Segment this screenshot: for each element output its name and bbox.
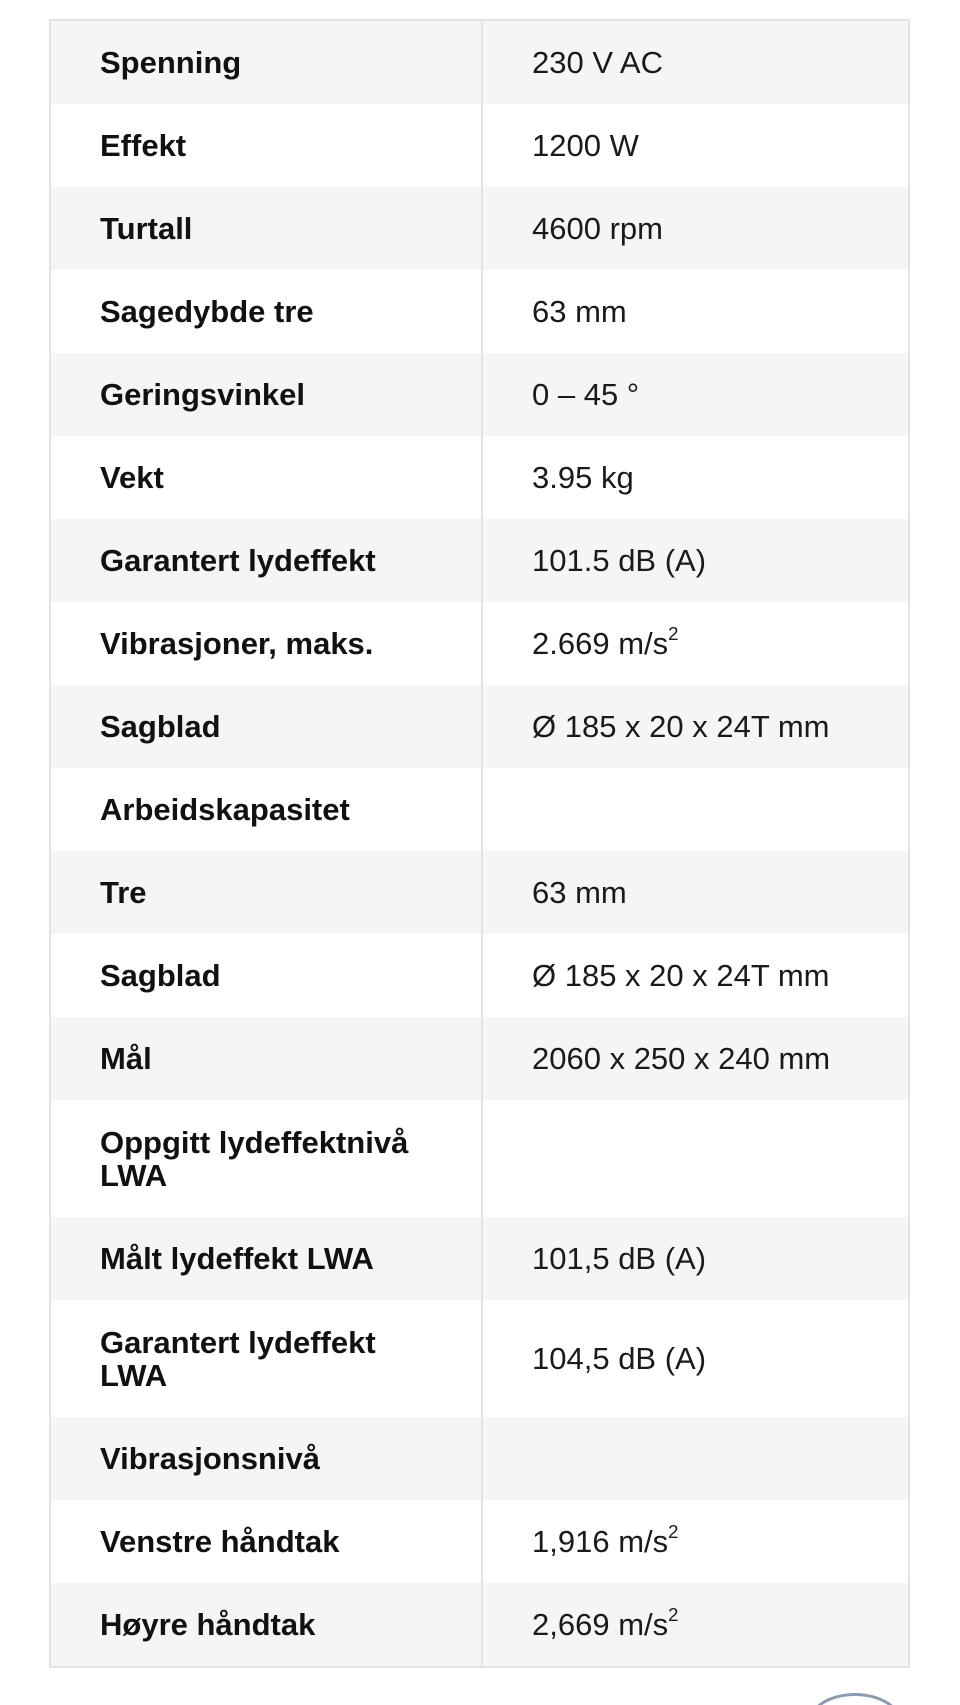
spec-label [51, 1500, 483, 1583]
spec-label [51, 519, 483, 602]
table-row [51, 1417, 908, 1500]
spec-value [483, 378, 908, 411]
spec-label [51, 104, 483, 187]
table-row [51, 934, 908, 1017]
spec-value [483, 1603, 908, 1642]
floating-action-button[interactable] [808, 1693, 902, 1705]
spec-value-text: 63 mm [532, 294, 627, 329]
spec-value [483, 876, 908, 909]
spec-label-text: Mål [100, 1041, 152, 1076]
spec-value-text: Ø 185 x 20 x 24T mm [532, 709, 830, 744]
table-row [51, 187, 908, 270]
spec-value-text: Ø 185 x 20 x 24T mm [532, 958, 830, 993]
spec-label [51, 1300, 483, 1417]
spec-value-text: 2.669 m/s [532, 626, 669, 661]
spec-value [483, 46, 908, 79]
table-row [51, 1100, 908, 1217]
spec-label [51, 768, 483, 851]
spec-label-text: Vekt [100, 460, 164, 495]
spec-label-text: Oppgitt lydeffektnivå LWA [100, 1124, 409, 1193]
spec-label [51, 353, 483, 436]
spec-value-text: 0 – 45 ° [532, 377, 640, 412]
spec-label [51, 934, 483, 1017]
spec-value [483, 1042, 908, 1075]
spec-value-text: 2,669 m/s [532, 1607, 669, 1642]
spec-label [51, 436, 483, 519]
spec-label-text: Sagedybde tre [100, 294, 314, 329]
superscript-unit: 2 [668, 622, 679, 644]
table-row [51, 1300, 908, 1417]
spec-label [51, 1417, 483, 1500]
table-row [51, 602, 908, 685]
spec-label-text: Målt lydeffekt LWA [100, 1241, 374, 1276]
spec-label [51, 1217, 483, 1300]
spec-value-text: 101.5 dB (A) [532, 543, 707, 578]
spec-value [483, 1242, 908, 1275]
spec-value [483, 1520, 908, 1559]
table-row [51, 519, 908, 602]
spec-label-text: Garantert lydeffekt LWA [100, 1324, 376, 1393]
spec-label [51, 21, 483, 104]
table-row [51, 270, 908, 353]
spec-value [483, 1342, 908, 1375]
superscript-unit: 2 [668, 1603, 679, 1625]
spec-value-text: 3.95 kg [532, 460, 634, 495]
spec-label-text: Geringsvinkel [100, 377, 306, 412]
spec-label [51, 851, 483, 934]
spec-value [483, 212, 908, 245]
spec-label [51, 270, 483, 353]
spec-label [51, 187, 483, 270]
spec-label-text: Turtall [100, 211, 193, 246]
spec-label-text: Spenning [100, 45, 242, 80]
spec-label-text: Venstre håndtak [100, 1524, 340, 1559]
spec-value [483, 129, 908, 162]
spec-label-text: Garantert lydeffekt [100, 543, 376, 578]
specification-table [49, 19, 910, 1668]
spec-value-text: 101,5 dB (A) [532, 1241, 707, 1276]
spec-label-text: Høyre håndtak [100, 1607, 316, 1642]
spec-label [51, 1017, 483, 1100]
spec-label [51, 1100, 483, 1217]
spec-label [51, 685, 483, 768]
spec-label-text: Sagblad [100, 709, 221, 744]
spec-value-text: 104,5 dB (A) [532, 1341, 707, 1376]
table-row [51, 104, 908, 187]
spec-value [483, 544, 908, 577]
spec-value-text: 2060 x 250 x 240 mm [532, 1041, 831, 1076]
table-row [51, 436, 908, 519]
table-row [51, 768, 908, 851]
spec-label-text: Tre [100, 875, 147, 910]
spec-label-text: Vibrasjonsnivå [100, 1441, 320, 1476]
spec-value-text: 1200 W [532, 128, 639, 163]
spec-label-text: Arbeidskapasitet [100, 792, 350, 827]
table-row [51, 685, 908, 768]
spec-label-text: Sagblad [100, 958, 221, 993]
table-row [51, 1017, 908, 1100]
spec-value [483, 959, 908, 992]
spec-value [483, 461, 908, 494]
table-row [51, 851, 908, 934]
table-row [51, 1583, 908, 1666]
spec-label-text: Vibrasjoner, maks. [100, 626, 374, 661]
table-row [51, 353, 908, 436]
spec-value-text: 4600 rpm [532, 211, 663, 246]
table-row [51, 1217, 908, 1300]
spec-label-text: Effekt [100, 128, 187, 163]
spec-value [483, 710, 908, 743]
spec-value-text: 63 mm [532, 875, 627, 910]
spec-value-text: 1,916 m/s [532, 1524, 669, 1559]
spec-label [51, 1583, 483, 1666]
spec-value [483, 622, 908, 661]
spec-label [51, 602, 483, 685]
spec-value-text: 230 V AC [532, 45, 663, 80]
spec-value [483, 295, 908, 328]
table-row [51, 21, 908, 104]
superscript-unit: 2 [668, 1520, 679, 1542]
table-row [51, 1500, 908, 1583]
